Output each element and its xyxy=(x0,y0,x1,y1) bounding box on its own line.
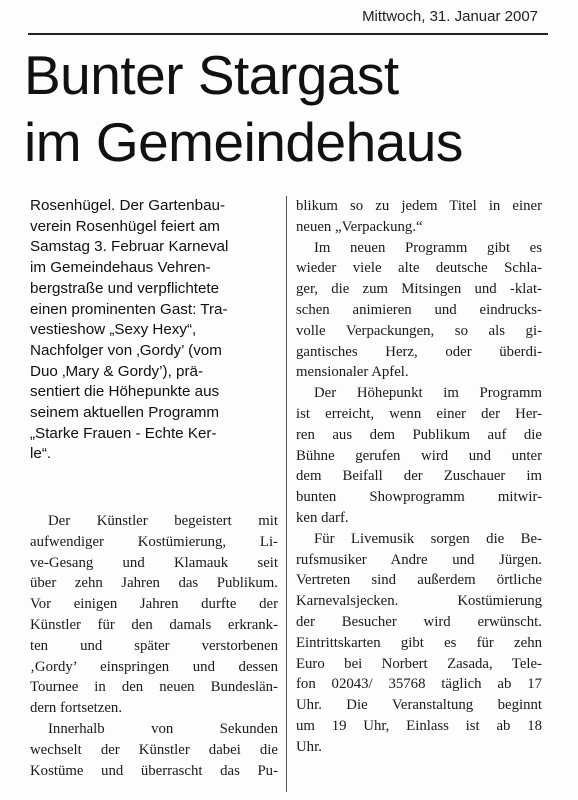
body-line: dern fortsetzen. xyxy=(30,700,123,717)
lead-line: Nachfolger von ‚Gordy’ (vom xyxy=(30,341,222,359)
body-line: wieder viele alte deutsche Schla- xyxy=(296,260,542,277)
body-line: ger, die zum Mitsingen und -klat- xyxy=(296,281,542,298)
lead-line: Duo ‚Mary & Gordy’), prä- xyxy=(30,362,204,380)
body-line: Innerhalb von Sekunden xyxy=(48,720,278,737)
lead-line: bergstraße und verpflichtete xyxy=(30,279,220,297)
lead-line: sentiert die Höhepunkte aus xyxy=(30,383,220,401)
body-line: Der Künstler begeistert mit xyxy=(48,513,278,529)
body-line: ten und später verstorbenen xyxy=(30,637,278,654)
body-line: der Besucher wird erwünscht. xyxy=(296,613,542,630)
body-line: ken darf. xyxy=(296,509,349,526)
header-rule xyxy=(28,33,548,35)
body-line: Kostüme und überrascht das Pu- xyxy=(30,762,278,779)
lead-line: le“. xyxy=(30,445,52,463)
body-line: fon 02043/ 35768 täglich ab 17 xyxy=(296,676,542,693)
body-line: mensionaler Apfel. xyxy=(296,364,409,381)
body-line: bunten Showprogramm mitwir- xyxy=(296,489,542,506)
body-line: Uhr. xyxy=(296,738,322,755)
lead-line: verein Rosenhügel feiert am xyxy=(30,217,220,235)
lead-line: seinem aktuellen Programm xyxy=(30,404,220,422)
headline xyxy=(24,42,554,176)
body-line: volle Verpackungen, so als gi- xyxy=(296,322,542,339)
body-line: neuen „Verpackung.“ xyxy=(296,218,423,235)
body-line: rufsmusiker Andre und Jürgen. xyxy=(296,551,542,568)
body-line: schen animieren und eindrucks- xyxy=(296,301,542,318)
body-line: Uhr. Die Veranstaltung beginnt xyxy=(296,697,542,714)
body-line: Vertreten sind außerdem örtliche xyxy=(296,572,542,589)
lead-line: vestieshow „Sexy Hexy“, xyxy=(30,321,197,339)
body-line: Der Höhepunkt im Programm xyxy=(314,385,542,402)
body-line: ist erreicht, wenn einer der Her- xyxy=(296,405,542,422)
lead-line: im Gemeindehaus Vehren- xyxy=(30,259,211,277)
body-line: Tournee in den neuen Bundeslän- xyxy=(30,679,278,696)
right-column-body xyxy=(296,196,542,758)
body-line: gantisches Herz, oder überdi- xyxy=(296,343,542,360)
body-line: über zehn Jahren das Publikum. xyxy=(30,575,278,592)
body-line: Für Livemusik sorgen die Be- xyxy=(314,530,542,547)
body-line: ve-Gesang und Klamauk seit xyxy=(30,554,278,571)
lead-line: „Starke Frauen - Echte Ker- xyxy=(30,424,217,442)
lead-line: Samstag 3. Februar Karneval xyxy=(30,238,229,256)
body-line: Künstler für den damals erkrank- xyxy=(30,616,278,633)
body-line: Karnevalsjecken. Kostümierung xyxy=(296,593,542,610)
body-line: aufwendiger Kostümierung, Li- xyxy=(30,533,278,550)
body-line: dem Beifall der Zuschauer im xyxy=(296,468,542,485)
lead-line: einen prominenten Gast: Tra- xyxy=(30,300,228,318)
lead-line: Rosenhügel. Der Gartenbau- xyxy=(30,197,226,214)
lead-paragraph xyxy=(30,196,280,465)
body-line: Euro bei Norbert Zasada, Tele- xyxy=(296,655,542,672)
body-line: wechselt der Künstler dabei die xyxy=(30,741,278,758)
body-line: ren aus dem Publikum auf die xyxy=(296,426,542,443)
dateline: Mittwoch, 31. Januar 2007 xyxy=(362,8,538,25)
column-divider xyxy=(286,196,287,792)
body-line: blikum so zu jedem Titel in einer xyxy=(296,198,542,214)
headline-line-1: Bunter Stargast xyxy=(24,44,399,106)
body-line: um 19 Uhr, Einlass ist ab 18 xyxy=(296,717,542,734)
body-line: Im neuen Programm gibt es xyxy=(314,239,542,256)
headline-line-2: im Gemeindehaus xyxy=(24,111,463,173)
body-line: ‚Gordy’ einspringen und dessen xyxy=(30,658,278,675)
body-line: Vor einigen Jahren durfte der xyxy=(30,596,278,613)
body-line: Bühne gerufen wird und unter xyxy=(296,447,542,464)
body-line: Eintrittskarten gibt es für zehn xyxy=(296,634,542,651)
left-column-body xyxy=(30,511,278,781)
